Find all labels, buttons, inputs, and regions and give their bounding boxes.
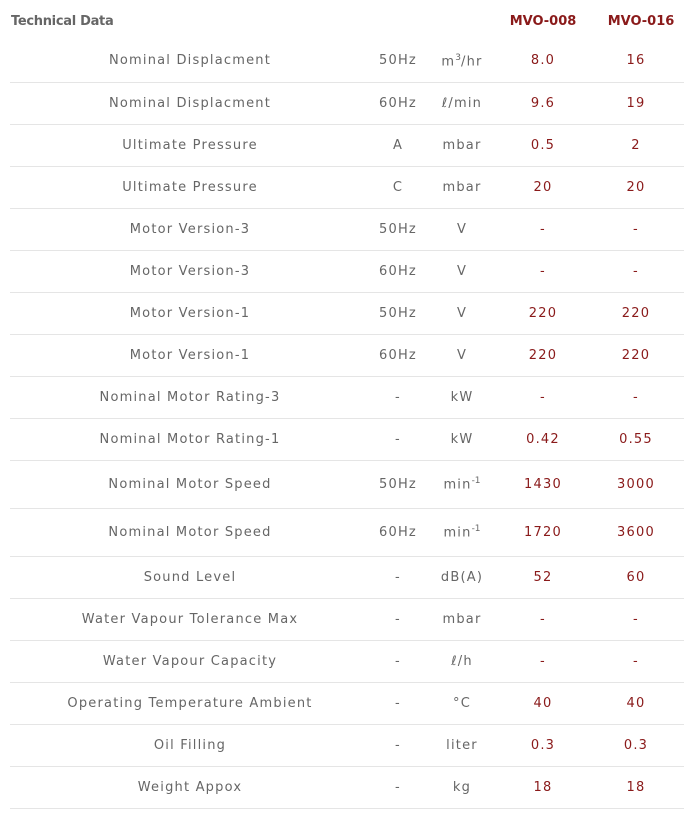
parameter-name-cell: Motor Version-1 — [10, 292, 370, 334]
mvo-008-value-cell: 1430 — [498, 460, 588, 508]
mvo-016-value-cell: 220 — [588, 292, 684, 334]
mvo-016-value-cell: 18 — [588, 766, 684, 808]
frequency-cell: - — [370, 766, 426, 808]
mvo-016-value-cell: 220 — [588, 334, 684, 376]
unit-superscript: -1 — [471, 523, 481, 534]
unit-cell — [426, 250, 498, 292]
frequency-cell: 60Hz — [370, 82, 426, 124]
table-row — [10, 556, 684, 598]
table-row — [10, 250, 684, 292]
mvo-008-value-cell: 220 — [498, 334, 588, 376]
frequency-cell: 50Hz — [370, 460, 426, 508]
table-row — [10, 166, 684, 208]
frequency-cell: 60Hz — [370, 334, 426, 376]
unit-cell — [426, 166, 498, 208]
mvo-008-value-cell: 52 — [498, 556, 588, 598]
unit-cell — [426, 82, 498, 124]
mvo-016-value-cell: 3000 — [588, 460, 684, 508]
parameter-name-cell: Nominal Displacment — [10, 82, 370, 124]
parameter-name-cell: Nominal Displacment — [10, 40, 370, 82]
mvo-008-value-cell: 1720 — [498, 508, 588, 556]
mvo-008-value-cell: 18 — [498, 766, 588, 808]
frequency-cell: - — [370, 682, 426, 724]
parameter-name-cell: Ultimate Pressure — [10, 124, 370, 166]
technical-data-table — [10, 40, 684, 809]
unit-cell — [426, 418, 498, 460]
column-header-mvo-016: MVO-016 — [607, 14, 675, 29]
parameter-name-cell: Motor Version-3 — [10, 208, 370, 250]
unit-cell — [426, 766, 498, 808]
mvo-008-value-cell: - — [498, 376, 588, 418]
unit-cell — [426, 334, 498, 376]
mvo-016-value-cell: - — [588, 640, 684, 682]
table-row — [10, 208, 684, 250]
unit-text: kW — [450, 389, 474, 405]
table-row — [10, 598, 684, 640]
parameter-name-cell: Sound Level — [10, 556, 370, 598]
mvo-016-value-cell: - — [588, 250, 684, 292]
mvo-008-value-cell: 220 — [498, 292, 588, 334]
unit-cell — [426, 640, 498, 682]
parameter-name-cell: Nominal Motor Rating-3 — [10, 376, 370, 418]
mvo-016-value-cell: 16 — [588, 40, 684, 82]
mvo-008-value-cell: 0.5 — [498, 124, 588, 166]
parameter-name-cell: Motor Version-1 — [10, 334, 370, 376]
frequency-cell: - — [370, 418, 426, 460]
frequency-cell: - — [370, 598, 426, 640]
unit-text: kg — [452, 779, 472, 795]
table-row — [10, 292, 684, 334]
unit-text: min — [443, 525, 472, 541]
unit-text: V — [456, 263, 468, 279]
frequency-cell: C — [370, 166, 426, 208]
parameter-name-cell: Nominal Motor Speed — [10, 460, 370, 508]
unit-text: mbar — [442, 611, 482, 627]
table-row — [10, 376, 684, 418]
unit-text: V — [456, 221, 468, 237]
unit-text: m — [441, 53, 456, 69]
parameter-name-cell: Operating Temperature Ambient — [10, 682, 370, 724]
frequency-cell: - — [370, 724, 426, 766]
table-row — [10, 508, 684, 556]
table-row — [10, 682, 684, 724]
mvo-016-value-cell: - — [588, 208, 684, 250]
mvo-008-value-cell: 20 — [498, 166, 588, 208]
unit-text: V — [456, 347, 468, 363]
frequency-cell: - — [370, 556, 426, 598]
table-row — [10, 40, 684, 82]
unit-text: dB(A) — [440, 569, 484, 585]
frequency-cell: A — [370, 124, 426, 166]
unit-text: ℓ/min — [441, 95, 483, 111]
parameter-name-cell: Ultimate Pressure — [10, 166, 370, 208]
unit-cell — [426, 724, 498, 766]
unit-cell — [426, 556, 498, 598]
mvo-008-value-cell: 40 — [498, 682, 588, 724]
unit-text: mbar — [442, 179, 482, 195]
frequency-cell: - — [370, 640, 426, 682]
frequency-cell: - — [370, 376, 426, 418]
frequency-cell: 60Hz — [370, 508, 426, 556]
column-header-mvo-008: MVO-008 — [509, 14, 577, 29]
unit-suffix: /hr — [461, 53, 483, 69]
table-row — [10, 334, 684, 376]
mvo-016-value-cell: 3600 — [588, 508, 684, 556]
mvo-008-value-cell: - — [498, 208, 588, 250]
mvo-016-value-cell: 60 — [588, 556, 684, 598]
table-row — [10, 640, 684, 682]
mvo-008-value-cell: 0.42 — [498, 418, 588, 460]
mvo-008-value-cell: - — [498, 598, 588, 640]
table-row — [10, 766, 684, 808]
unit-text: min — [443, 477, 472, 493]
table-row — [10, 460, 684, 508]
parameter-name-cell: Motor Version-3 — [10, 250, 370, 292]
table-row — [10, 82, 684, 124]
parameter-name-cell: Nominal Motor Speed — [10, 508, 370, 556]
parameter-name-cell: Nominal Motor Rating-1 — [10, 418, 370, 460]
mvo-016-value-cell: - — [588, 376, 684, 418]
unit-cell — [426, 292, 498, 334]
unit-text: ℓ/h — [451, 653, 473, 669]
mvo-008-value-cell: 0.3 — [498, 724, 588, 766]
table-row — [10, 724, 684, 766]
parameter-name-cell: Weight Appox — [10, 766, 370, 808]
unit-cell — [426, 598, 498, 640]
table-row — [10, 124, 684, 166]
mvo-016-value-cell: 20 — [588, 166, 684, 208]
unit-text: liter — [446, 737, 478, 753]
frequency-cell: 50Hz — [370, 292, 426, 334]
mvo-008-value-cell: 9.6 — [498, 82, 588, 124]
frequency-cell: 50Hz — [370, 40, 426, 82]
table-header — [0, 0, 684, 40]
unit-cell — [426, 376, 498, 418]
mvo-008-value-cell: 8.0 — [498, 40, 588, 82]
table-row — [10, 418, 684, 460]
parameter-name-cell: Water Vapour Capacity — [10, 640, 370, 682]
mvo-016-value-cell: 19 — [588, 82, 684, 124]
mvo-016-value-cell: 0.55 — [588, 418, 684, 460]
unit-text: V — [456, 305, 468, 321]
unit-cell — [426, 508, 498, 556]
unit-cell — [426, 124, 498, 166]
frequency-cell: 60Hz — [370, 250, 426, 292]
unit-text: °C — [453, 695, 471, 711]
mvo-016-value-cell: 40 — [588, 682, 684, 724]
unit-superscript: 3 — [455, 52, 462, 63]
unit-text: mbar — [442, 137, 482, 153]
frequency-cell: 50Hz — [370, 208, 426, 250]
unit-cell — [426, 682, 498, 724]
unit-text: kW — [450, 431, 474, 447]
parameter-name-cell: Water Vapour Tolerance Max — [10, 598, 370, 640]
mvo-016-value-cell: 0.3 — [588, 724, 684, 766]
mvo-016-value-cell: - — [588, 598, 684, 640]
mvo-008-value-cell: - — [498, 250, 588, 292]
unit-cell — [426, 460, 498, 508]
mvo-008-value-cell: - — [498, 640, 588, 682]
unit-cell — [426, 40, 498, 82]
mvo-016-value-cell: 2 — [588, 124, 684, 166]
parameter-name-cell: Oil Filling — [10, 724, 370, 766]
unit-superscript: -1 — [471, 475, 481, 486]
unit-cell — [426, 208, 498, 250]
section-title: Technical Data — [11, 14, 114, 29]
